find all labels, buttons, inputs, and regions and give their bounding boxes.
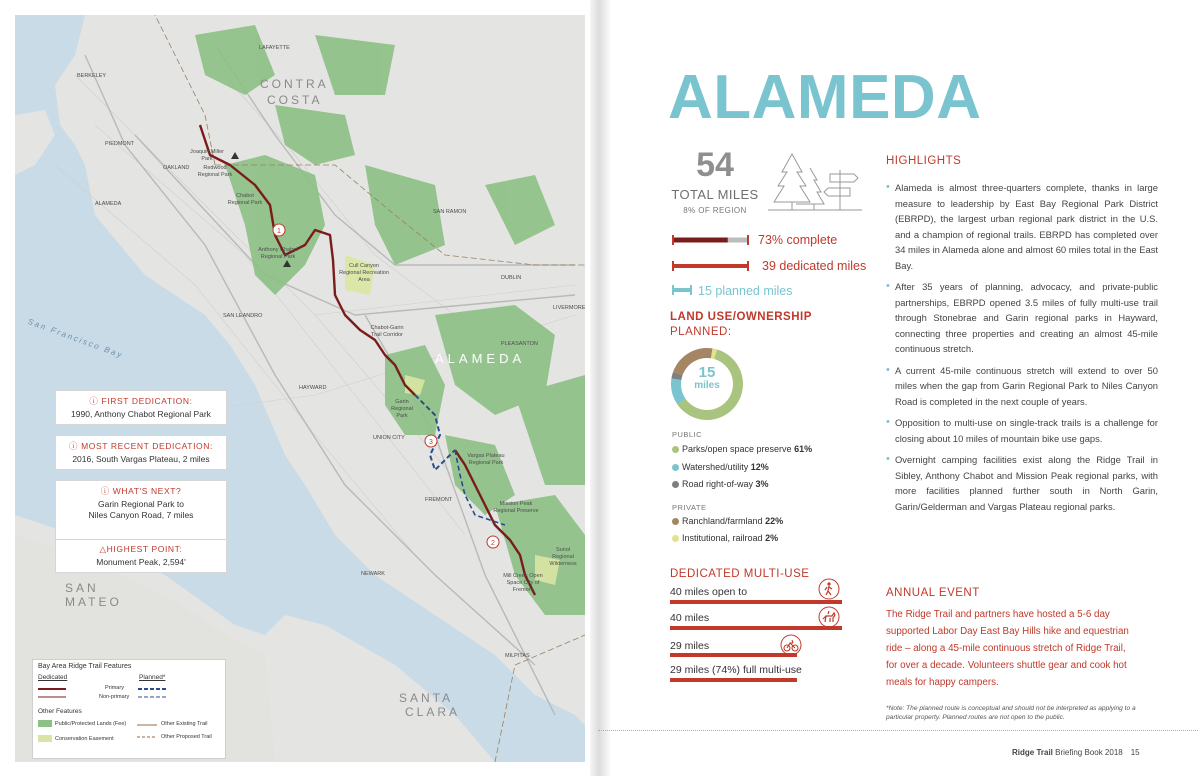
- city-newark: NEWARK: [361, 571, 385, 577]
- callout-whats-next-text: Garin Regional Park to Niles Canyon Road, 7 miles: [88, 499, 194, 520]
- land-use-subheading: PLANNED:: [670, 326, 732, 338]
- marker-2-icon: ⓘ: [69, 441, 82, 451]
- legend-dot: [672, 518, 679, 525]
- highlight-item: • Opposition to multi-use on single-track trails is a challenge for closing about 10 miles of mountain bike use gaps.: [886, 415, 1158, 446]
- legend-dot: [672, 535, 679, 542]
- park-vargas: Vargas Plateau Regional Park: [467, 453, 505, 466]
- multi-use-row-1: 40 miles open to: [670, 586, 748, 598]
- donut-center-label: [682, 366, 732, 392]
- city-hayward: HAYWARD: [299, 385, 327, 391]
- region-percent: 8% OF REGION: [683, 206, 747, 215]
- county-label-alameda: ALAMEDA: [435, 351, 526, 366]
- county-label-clara: CLARA: [405, 705, 461, 719]
- callout-highest-point-title: △HIGHEST POINT:: [99, 544, 183, 554]
- footer-divider: [598, 730, 1198, 731]
- multi-use-row-2: 40 miles: [670, 612, 710, 624]
- multi-use-row-3: 29 miles: [670, 640, 710, 652]
- city-milpitas: MILPITAS: [505, 653, 530, 659]
- multi-use-bar-2: [670, 626, 842, 630]
- callout-first-dedication-text: 1990, Anthony Chabot Regional Park: [71, 409, 211, 419]
- county-label-costa: COSTA: [267, 93, 323, 107]
- park-joaquin-miller: Joaquin Miller Park: [190, 149, 224, 162]
- park-mill-creek: Mill Creek Open Space City of Fremont: [503, 573, 543, 593]
- city-berkeley: BERKELEY: [77, 73, 107, 79]
- city-san-leandro: SAN LEANDRO: [223, 313, 263, 319]
- city-alameda: ALAMEDA: [95, 201, 122, 207]
- city-oakland: OAKLAND: [163, 165, 190, 171]
- legend-dedicated: Dedicated: [38, 674, 68, 681]
- callout-highest-point: [55, 539, 227, 573]
- city-lafayette: LAFAYETTE: [259, 45, 290, 51]
- city-piedmont: PIEDMONT: [105, 141, 135, 147]
- multi-use-bar-1: [670, 600, 842, 604]
- progress-planned-bar: [673, 285, 691, 295]
- highlight-item: • Alameda is almost three-quarters complete, thanks in large measure to leadership by East Bay Regional Park District (EBRPD), the largest urban regional park district in the U.S. and a champion of regional trails. EBRPD has completed over 34 miles in Alameda alone and almost 60 miles total in the East Bay.: [886, 180, 1158, 273]
- total-miles-label: TOTAL MILES: [671, 187, 759, 202]
- callout-whats-next-title: ⓘ WHAT'S NEXT?: [100, 486, 182, 496]
- city-pleasanton: PLEASANTON: [501, 341, 538, 347]
- multi-use-bar-4: [670, 678, 797, 682]
- footer-book-name: Ridge Trail: [1012, 748, 1053, 757]
- marker-3-icon: ⓘ: [100, 486, 113, 496]
- donut-unit: miles: [694, 380, 720, 391]
- multi-use-bar-3: [670, 653, 797, 657]
- legend-planned: Planned*: [139, 674, 166, 681]
- total-miles-number: 54: [696, 146, 734, 184]
- land-use-heading: LAND USE/OWNERSHIP: [670, 311, 812, 323]
- legend-title: Bay Area Ridge Trail Features: [38, 663, 132, 670]
- callout-recent-dedication-title: ⓘ MOST RECENT DEDICATION:: [69, 441, 213, 451]
- annual-event-heading: ANNUAL EVENT: [886, 587, 980, 599]
- multi-use-row-4: 29 miles (74%) full multi-use: [670, 664, 802, 676]
- park-chabot-garin: Chabot-Garin Trail Corridor: [370, 325, 404, 338]
- legend-dot: [672, 464, 679, 471]
- park-cull-canyon: Cull Canyon Regional Recreation Area: [339, 263, 389, 283]
- callout-highest-point-text: Monument Peak, 2,594': [96, 557, 186, 567]
- legend-existing-trail: Other Existing Trail: [161, 721, 208, 727]
- annual-event-text: The Ridge Trail and partners have hosted a 5-6 day supported Labor Day East Bay Hills hike and equestrian ride – along a 45-mile continuous stretch of Ridge Trail, for over a decade. Volunteers shuttle gear and cook hot meals for happy campers.: [886, 609, 1129, 688]
- legend-swatch-protected: [38, 720, 52, 727]
- city-union-city: UNION CITY: [373, 435, 405, 441]
- marker-1-icon: ⓘ: [89, 396, 102, 406]
- park-mission-peak: Mission Peak Regional Preserve: [493, 501, 539, 514]
- svg-text:3: 3: [429, 439, 433, 446]
- highlights-heading: HIGHLIGHTS: [886, 155, 962, 167]
- legend-swatch-conservation: [38, 735, 52, 742]
- multi-use-heading: DEDICATED MULTI-USE: [670, 568, 810, 580]
- page-title: ALAMEDA: [668, 63, 982, 132]
- highlights-list: [886, 180, 1158, 520]
- callout-recent-dedication-text: 2016, South Vargas Plateau, 2 miles: [72, 454, 210, 464]
- page-number: 15: [1130, 748, 1140, 757]
- city-dublin: DUBLIN: [501, 275, 522, 281]
- land-use-item: Ranchland/farmland 22%: [672, 516, 783, 526]
- highlight-item: • A current 45-mile continuous stretch will extend to over 50 miles when the gap from Garin Regional Park to Niles Canyon Road is completed in the next couple of years.: [886, 363, 1158, 410]
- park-redwood: Redwood Regional Park: [197, 165, 233, 178]
- bicycle-icon: [780, 634, 802, 656]
- highlight-item: • Overnight camping facilities exist along the Ridge Trail in Sibley, Anthony Chabot and Mission Peak regional parks, with more facilities planned further south in North Garin, Garin/Gelderman and Vargas Plateau regional parks.: [886, 452, 1158, 514]
- legend-dot: [672, 446, 679, 453]
- callout-whats-next: [55, 480, 227, 540]
- hiker-icon: [818, 578, 840, 600]
- map-legend: [32, 659, 226, 759]
- progress-dedicated-bar: [673, 261, 748, 271]
- county-label-san: SAN: [65, 581, 99, 595]
- public-group-label: PUBLIC: [672, 430, 703, 439]
- planned-route-note: *Note: The planned route is conceptual and should not be interpreted as applying to a particular property. Planned routes are not open to the public.: [886, 705, 1136, 721]
- page-footer: [1012, 748, 1140, 757]
- park-garin: Garin Regional Park: [391, 399, 413, 419]
- svg-text:1: 1: [277, 228, 281, 235]
- progress-complete-label: 73% complete: [758, 233, 838, 247]
- trees-signpost-icon: [768, 150, 862, 216]
- svg-text:2: 2: [491, 540, 495, 547]
- legend-primary: Primary: [105, 685, 124, 691]
- city-san-ramon: SAN RAMON: [433, 209, 467, 215]
- triangle-icon: △: [99, 544, 107, 554]
- highlight-item: • After 35 years of planning, advocacy, and private-public partnerships, EBRPD opened 3.5 miles of fully multi-use trail through Stonebrae and Garin regional parks in Hayward, connecting three properties and creating an almost 45-mile continuous stretch.: [886, 279, 1158, 357]
- county-label-mateo: MATEO: [65, 595, 122, 609]
- land-use-item: Institutional, railroad 2%: [672, 533, 778, 543]
- callout-first-dedication: [55, 390, 227, 425]
- legend-dot: [672, 481, 679, 488]
- equestrian-icon: [818, 606, 840, 628]
- land-use-item: Watershed/utility 12%: [672, 462, 769, 472]
- progress-planned-label: 15 planned miles: [698, 284, 793, 298]
- legend-line-samples: [38, 686, 218, 700]
- ridge-trail-map: [15, 15, 585, 762]
- donut-number: 15: [698, 364, 716, 381]
- book-gutter: [590, 0, 610, 776]
- legend-conservation: Conservation Easement: [55, 736, 114, 742]
- legend-other-trail-samples: [137, 722, 161, 742]
- park-chabot-leona: Chabot Regional Park: [227, 193, 263, 206]
- legend-non-primary: Non-primary: [99, 694, 130, 700]
- progress-complete-bar: [673, 235, 748, 245]
- park-sunol: Sunol Regional Wilderness: [549, 547, 577, 567]
- park-anthony-chabot: Anthony Chabot Regional Park: [258, 247, 298, 260]
- city-fremont: FREMONT: [425, 497, 453, 503]
- progress-dedicated-label: 39 dedicated miles: [762, 259, 867, 273]
- land-use-item: Road right-of-way 3%: [672, 479, 769, 489]
- land-use-item: Parks/open space preserve 61%: [672, 444, 812, 454]
- water-label-bay: San Francisco Bay: [26, 316, 125, 361]
- county-label-contra: CONTRA: [260, 77, 329, 91]
- callout-recent-dedication: [55, 435, 227, 470]
- legend-protected: Public/Protected Lands (Fee): [55, 721, 127, 727]
- legend-other-features: Other Features: [38, 708, 82, 715]
- callout-first-dedication-title: ⓘ FIRST DEDICATION:: [89, 396, 193, 406]
- city-livermore: LIVERMORE: [553, 305, 585, 311]
- county-label-santa: SANTA: [399, 691, 454, 705]
- private-group-label: PRIVATE: [672, 503, 707, 512]
- legend-proposed-trail: Other Proposed Trail: [161, 734, 212, 740]
- footer-book-rest: Briefing Book 2018: [1052, 748, 1123, 757]
